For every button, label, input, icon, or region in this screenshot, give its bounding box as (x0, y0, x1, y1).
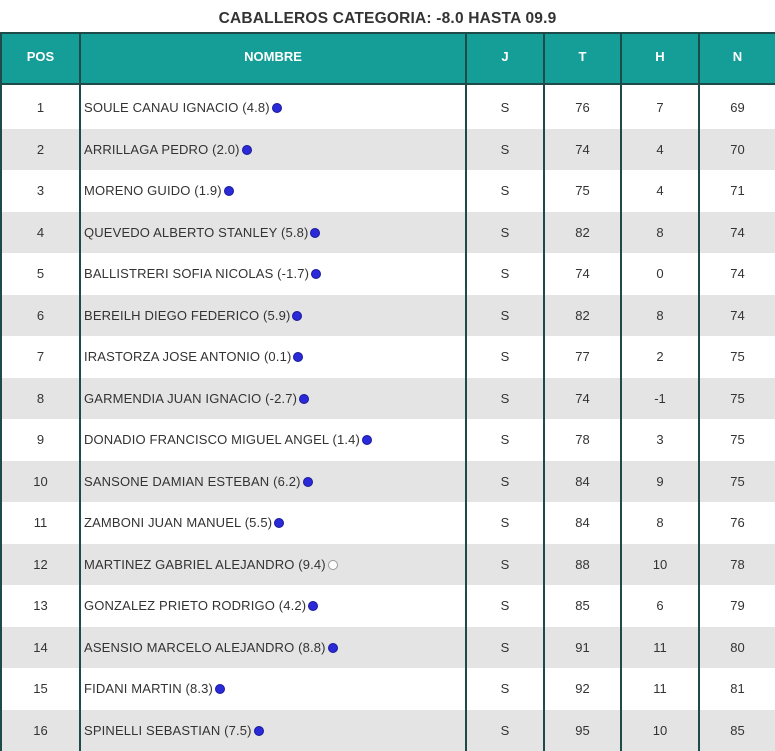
player-name-cell (80, 544, 466, 586)
j-cell: S (466, 502, 544, 544)
n-cell: 74 (699, 253, 775, 295)
blue-dot-icon (274, 518, 284, 528)
player-name: BALLISTRERI SOFIA NICOLAS (-1.7) (84, 266, 309, 281)
blue-dot-icon (292, 311, 302, 321)
table-row (1, 253, 775, 295)
position-cell: 9 (1, 419, 80, 461)
position-cell: 3 (1, 170, 80, 212)
n-cell: 69 (699, 87, 775, 129)
h-cell: 7 (621, 87, 699, 129)
t-cell: 92 (544, 668, 621, 710)
position-cell: 10 (1, 461, 80, 503)
table-row (1, 668, 775, 710)
player-name: ZAMBONI JUAN MANUEL (5.5) (84, 515, 272, 530)
table-row (1, 461, 775, 503)
table-row (1, 419, 775, 461)
table-row (1, 129, 775, 171)
n-cell: 75 (699, 336, 775, 378)
h-cell: 11 (621, 627, 699, 669)
t-cell: 85 (544, 585, 621, 627)
player-name-cell (80, 461, 466, 503)
j-cell: S (466, 627, 544, 669)
h-cell: 10 (621, 544, 699, 586)
n-cell: 79 (699, 585, 775, 627)
player-name-cell (80, 170, 466, 212)
position-cell: 2 (1, 129, 80, 171)
t-cell: 77 (544, 336, 621, 378)
n-cell: 76 (699, 502, 775, 544)
t-cell: 84 (544, 502, 621, 544)
h-cell: 3 (621, 419, 699, 461)
column-header-n[interactable]: N (699, 33, 775, 84)
player-name: DONADIO FRANCISCO MIGUEL ANGEL (1.4) (84, 432, 360, 447)
t-cell: 95 (544, 710, 621, 751)
n-cell: 85 (699, 710, 775, 751)
position-cell: 11 (1, 502, 80, 544)
n-cell: 71 (699, 170, 775, 212)
blue-dot-icon (254, 726, 264, 736)
blue-dot-icon (299, 394, 309, 404)
j-cell: S (466, 585, 544, 627)
n-cell: 75 (699, 461, 775, 503)
n-cell: 75 (699, 419, 775, 461)
t-cell: 91 (544, 627, 621, 669)
table-row (1, 170, 775, 212)
player-name: GONZALEZ PRIETO RODRIGO (4.2) (84, 598, 306, 613)
j-cell: S (466, 336, 544, 378)
position-cell: 1 (1, 87, 80, 129)
t-cell: 84 (544, 461, 621, 503)
player-name: SANSONE DAMIAN ESTEBAN (6.2) (84, 474, 301, 489)
t-cell: 75 (544, 170, 621, 212)
table-row (1, 87, 775, 129)
player-name: FIDANI MARTIN (8.3) (84, 681, 213, 696)
player-name-cell (80, 710, 466, 751)
column-header-nombre[interactable]: NOMBRE (80, 33, 466, 84)
h-cell: 9 (621, 461, 699, 503)
t-cell: 78 (544, 419, 621, 461)
h-cell: 11 (621, 668, 699, 710)
position-cell: 7 (1, 336, 80, 378)
j-cell: S (466, 710, 544, 751)
player-name-cell (80, 336, 466, 378)
player-name-cell (80, 668, 466, 710)
player-name: SOULE CANAU IGNACIO (4.8) (84, 100, 270, 115)
h-cell: 10 (621, 710, 699, 751)
n-cell: 70 (699, 129, 775, 171)
blue-dot-icon (293, 352, 303, 362)
player-name: MARTINEZ GABRIEL ALEJANDRO (9.4) (84, 557, 326, 572)
j-cell: S (466, 129, 544, 171)
j-cell: S (466, 253, 544, 295)
blue-dot-icon (224, 186, 234, 196)
j-cell: S (466, 419, 544, 461)
player-name-cell (80, 627, 466, 669)
position-cell: 12 (1, 544, 80, 586)
blue-dot-icon (362, 435, 372, 445)
h-cell: 4 (621, 170, 699, 212)
t-cell: 76 (544, 87, 621, 129)
white-dot-icon (328, 560, 338, 570)
column-header-h[interactable]: H (621, 33, 699, 84)
h-cell: 8 (621, 212, 699, 254)
page-title: CABALLEROS CATEGORIA: -8.0 HASTA 09.9 (0, 0, 775, 32)
j-cell: S (466, 212, 544, 254)
t-cell: 74 (544, 253, 621, 295)
position-cell: 5 (1, 253, 80, 295)
player-name-cell (80, 419, 466, 461)
player-name: IRASTORZA JOSE ANTONIO (0.1) (84, 349, 291, 364)
player-name: ASENSIO MARCELO ALEJANDRO (8.8) (84, 640, 326, 655)
h-cell: 2 (621, 336, 699, 378)
t-cell: 74 (544, 129, 621, 171)
n-cell: 75 (699, 378, 775, 420)
table-body (1, 84, 775, 751)
j-cell: S (466, 544, 544, 586)
player-name: ARRILLAGA PEDRO (2.0) (84, 142, 240, 157)
j-cell: S (466, 461, 544, 503)
j-cell: S (466, 87, 544, 129)
table-row (1, 295, 775, 337)
j-cell: S (466, 295, 544, 337)
column-header-pos[interactable]: POS (1, 33, 80, 84)
n-cell: 80 (699, 627, 775, 669)
player-name-cell (80, 212, 466, 254)
blue-dot-icon (242, 145, 252, 155)
t-cell: 82 (544, 295, 621, 337)
results-table (0, 32, 775, 751)
table-row (1, 585, 775, 627)
j-cell: S (466, 668, 544, 710)
n-cell: 74 (699, 212, 775, 254)
h-cell: 8 (621, 502, 699, 544)
position-cell: 14 (1, 627, 80, 669)
h-cell: 4 (621, 129, 699, 171)
j-cell: S (466, 170, 544, 212)
player-name: QUEVEDO ALBERTO STANLEY (5.8) (84, 225, 308, 240)
position-cell: 13 (1, 585, 80, 627)
player-name-cell (80, 87, 466, 129)
column-header-t[interactable]: T (544, 33, 621, 84)
blue-dot-icon (308, 601, 318, 611)
table-row (1, 502, 775, 544)
t-cell: 88 (544, 544, 621, 586)
player-name-cell (80, 295, 466, 337)
blue-dot-icon (311, 269, 321, 279)
blue-dot-icon (328, 643, 338, 653)
player-name: MORENO GUIDO (1.9) (84, 183, 222, 198)
table-header (1, 33, 775, 84)
player-name-cell (80, 585, 466, 627)
n-cell: 74 (699, 295, 775, 337)
position-cell: 16 (1, 710, 80, 751)
table-row (1, 212, 775, 254)
h-cell: -1 (621, 378, 699, 420)
table-row (1, 336, 775, 378)
player-name-cell (80, 253, 466, 295)
player-name-cell (80, 502, 466, 544)
position-cell: 4 (1, 212, 80, 254)
position-cell: 15 (1, 668, 80, 710)
blue-dot-icon (272, 103, 282, 113)
blue-dot-icon (310, 228, 320, 238)
h-cell: 8 (621, 295, 699, 337)
t-cell: 74 (544, 378, 621, 420)
table-row (1, 378, 775, 420)
t-cell: 82 (544, 212, 621, 254)
position-cell: 8 (1, 378, 80, 420)
blue-dot-icon (215, 684, 225, 694)
table-row (1, 710, 775, 751)
player-name: GARMENDIA JUAN IGNACIO (-2.7) (84, 391, 297, 406)
h-cell: 6 (621, 585, 699, 627)
player-name-cell (80, 378, 466, 420)
table-row (1, 627, 775, 669)
player-name: BEREILH DIEGO FEDERICO (5.9) (84, 308, 290, 323)
table-row (1, 544, 775, 586)
blue-dot-icon (303, 477, 313, 487)
player-name-cell (80, 129, 466, 171)
j-cell: S (466, 378, 544, 420)
n-cell: 78 (699, 544, 775, 586)
column-header-j[interactable]: J (466, 33, 544, 84)
position-cell: 6 (1, 295, 80, 337)
h-cell: 0 (621, 253, 699, 295)
n-cell: 81 (699, 668, 775, 710)
player-name: SPINELLI SEBASTIAN (7.5) (84, 723, 252, 738)
